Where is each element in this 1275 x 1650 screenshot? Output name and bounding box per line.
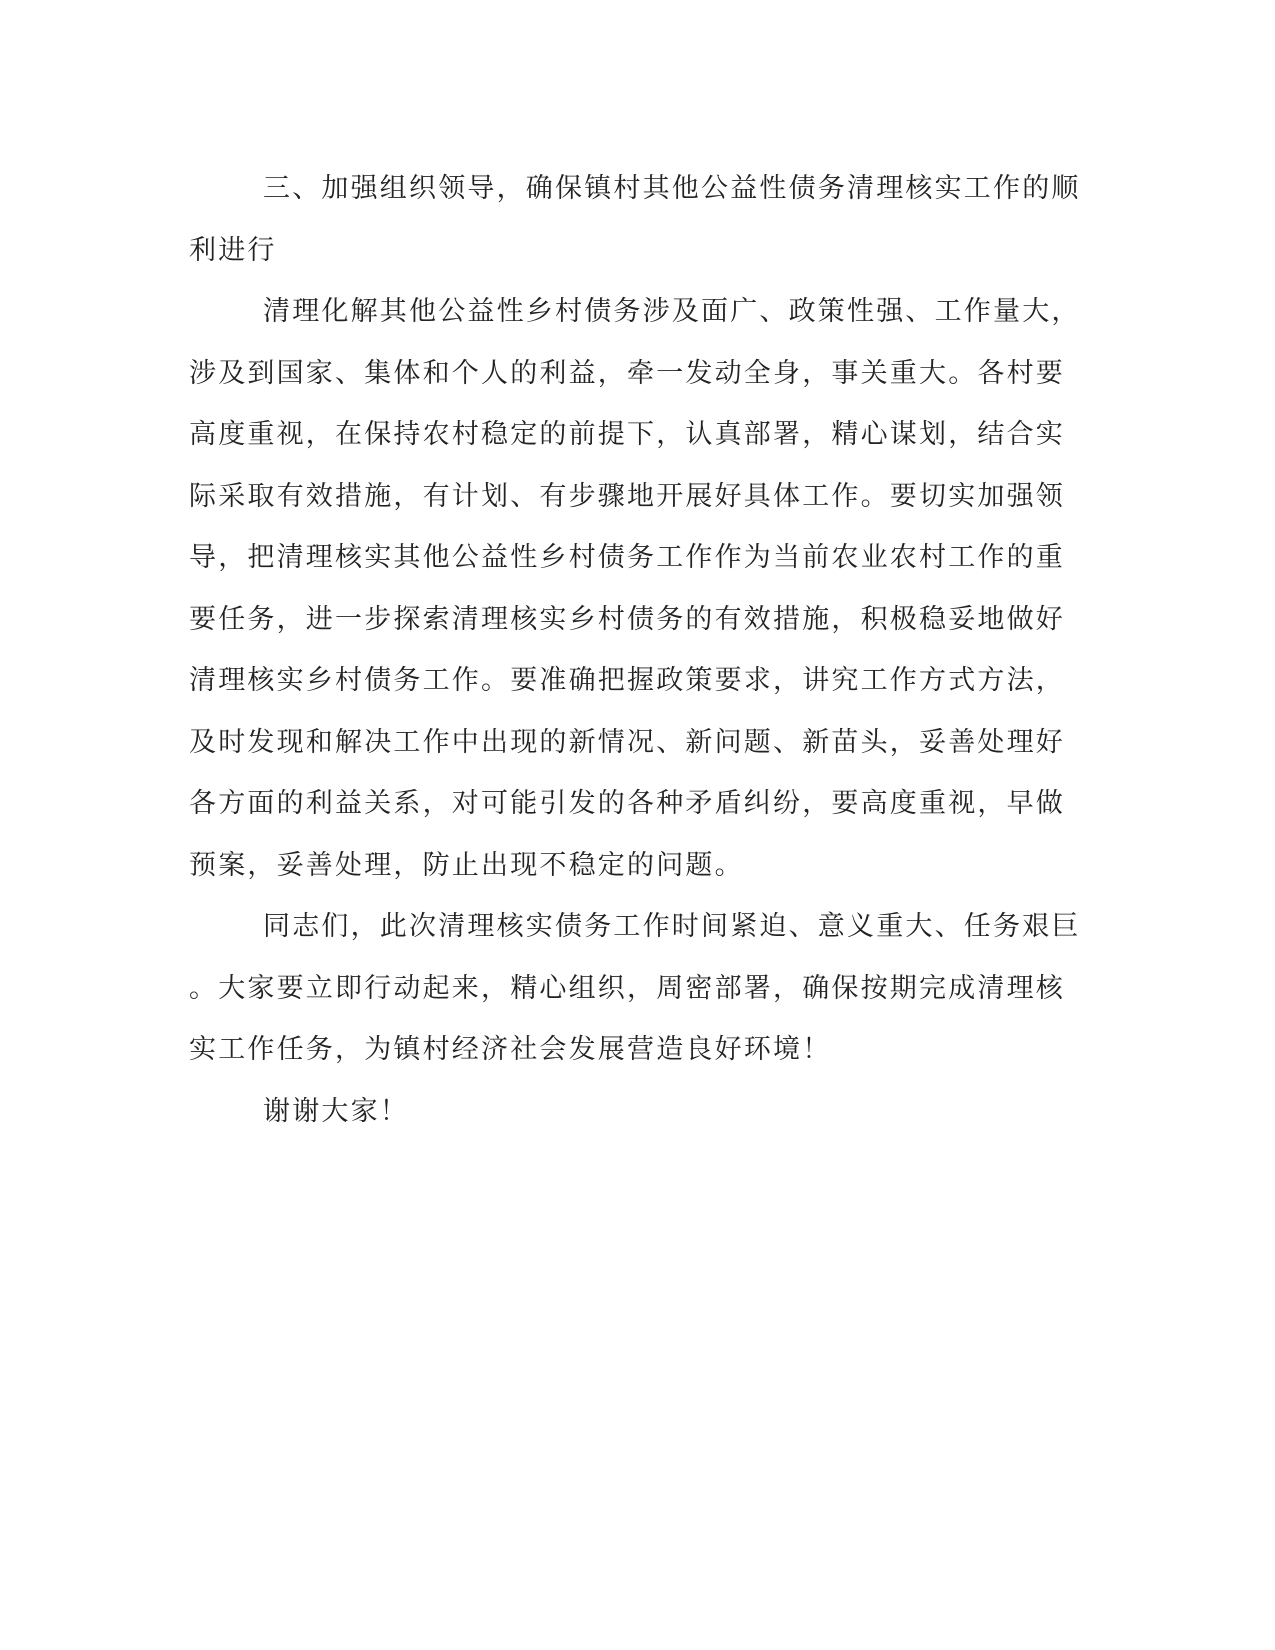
paragraph-1-line-7: 清理核实乡村债务工作。要准确把握政策要求，讲究工作方式方法， [189,665,1065,696]
paragraph-1-line-10: 预案，妥善处理，防止出现不稳定的问题。 [189,849,744,881]
paragraph-1-line-5: 导，把清理核实其他公益性乡村债务工作作为当前农业农村工作的重 [189,542,1065,573]
paragraph-1-line-1: 清理化解其他公益性乡村债务涉及面广、政策性强、工作量大， [263,296,1081,327]
paragraph-1-line-3: 高度重视，在保持农村稳定的前提下，认真部署，精心谋划，结合实 [189,419,1065,450]
paragraph-2-line-1: 同志们，此次清理核实债务工作时间紧迫、意义重大、任务艰巨 [263,911,1081,942]
closing-line: 谢谢大家！ [263,1095,409,1127]
paragraph-1-line-8: 及时发现和解决工作中出现的新情况、新问题、新苗头，妥善处理好 [189,726,1065,758]
paragraph-2-line-2: 。大家要立即行动起来，精心组织，周密部署，确保按期完成清理核 [189,972,1065,1004]
paragraph-1-line-9: 各方面的利益关系，对可能引发的各种矛盾纠纷，要高度重视，早做 [189,788,1065,819]
section-heading-line-2: 利进行 [189,234,277,266]
paragraph-1-line-6: 要任务，进一步探索清理核实乡村债务的有效措施，积极稳妥地做好 [189,603,1065,635]
paragraph-2-line-3: 实工作任务，为镇村经济社会发展营造良好环境！ [189,1034,832,1065]
paragraph-1-line-4: 际采取有效措施，有计划、有步骤地开展好具体工作。要切实加强领 [189,480,1065,512]
paragraph-1-line-2: 涉及到国家、集体和个人的利益，牵一发动全身，事关重大。各村要 [189,357,1065,389]
section-heading-line-1: 三、加强组织领导，确保镇村其他公益性债务清理核实工作的顺 [263,173,1081,204]
document-body [189,158,1081,1142]
